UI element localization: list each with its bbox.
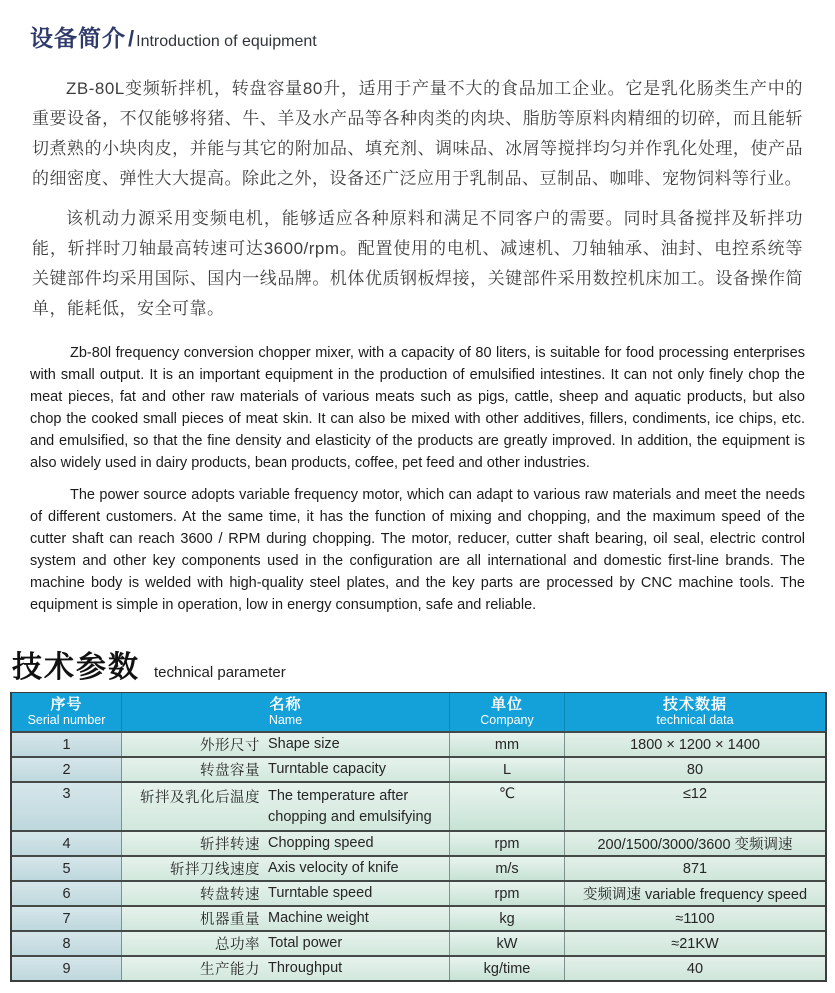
cell-technical-data: 200/1500/3000/3600 变频调速 — [565, 832, 825, 855]
table-row — [12, 731, 825, 756]
cell-serial-number: 1 — [12, 733, 122, 756]
table-row — [12, 756, 825, 781]
cell-name — [122, 832, 450, 855]
cell-unit: rpm — [450, 832, 565, 855]
cell-serial-number: 5 — [12, 857, 122, 880]
header-cell-data — [565, 693, 825, 731]
table-row — [12, 930, 825, 955]
intro-paragraph-cn-2: 该机动力源采用变频电机，能够适应各种原料和满足不同客户的需要。同时具备搅拌及斩拌功能，斩拌时刀轴最高转速可达3600/rpm。配置使用的电机、减速机、刀轴轴承、油封、电控系统等关键部件均采用国际、国内一线品牌。机体优质钢板焊接，关键部件采用数控机床加工。设备操作简单，能耗低，安全可靠。 — [32, 209, 803, 318]
header-data-en: technical data — [656, 713, 734, 727]
cell-unit: rpm — [450, 882, 565, 905]
cell-technical-data: 40 — [565, 957, 825, 980]
table-row — [12, 855, 825, 880]
table-header-row — [12, 693, 825, 731]
cell-name — [122, 932, 450, 955]
intro-paragraph-en-2: The power source adopts variable frequency motor, which can adapt to various raw materials and meet the needs of different customers. At the same time, it has the function of mixing and chopping, and the maximum speed of the cutter shaft can reach 3600 / RPM during chopping. The motor, reducer, cutter shaft bearing, oil seal, electric control system and other key components used in the configuration are all international and domestic first-line brands. The machine body is welded with high-quality steel plates, and the key parts are processed by CNC machine tools. The equipment is simple in operation, low in energy consumption, safe and reliable. — [30, 487, 805, 613]
document-title-cn: 设备简介 — [30, 25, 126, 51]
cell-name-en: The temperature after chopping and emulsifying — [268, 788, 432, 825]
header-serial-en: Serial number — [27, 713, 106, 727]
cell-name-cn: 转盘容量 — [200, 763, 260, 779]
cell-name — [122, 907, 450, 930]
cell-serial-number: 3 — [12, 783, 122, 830]
section-header — [12, 642, 835, 686]
cell-name — [122, 882, 450, 905]
cell-serial-number: 6 — [12, 882, 122, 905]
cell-name-en: Throughput — [268, 960, 343, 976]
intro-paragraph-cn-1: ZB-80L变频斩拌机，转盘容量80升，适用于产量不大的食品加工企业。它是乳化肠类生产中的重要设备，不仅能够将猪、牛、羊及水产品等各种肉类的肉块、脂肪等原料肉精细的切碎，而且能斩切煮熟的小块肉皮，并能与其它的附加品、填充剂、调味品、冰屑等搅拌均匀并作乳化处理，使产品的细密度、弹性大大提高。除此之外，设备还广泛应用于乳制品、豆制品、咖啡、宠物饲料等行业。 — [32, 79, 803, 188]
header-cell-name — [122, 693, 450, 731]
table-row — [12, 905, 825, 930]
cell-serial-number: 7 — [12, 907, 122, 930]
intro-paragraph-en-1: Zb-80l frequency conversion chopper mixer, with a capacity of 80 liters, is suitable for food processing enterprises with small output. It is an important equipment in the production of emulsified intestines. It can not only finely chop the meat pieces, fat and other raw materials of various meats such as pigs, cattle, sheep and aquatic products, but also chop the cooked small pieces of meat skin. It can also be mixed with other additives, fillers, condiments, ice chips, etc. and emulsified, so that the fine density and elasticity of the products are greatly improved. In addition, the equipment is also widely used in dairy products, bean products, coffee, pet feed and other industries. — [30, 345, 805, 471]
cell-unit: kg/time — [450, 957, 565, 980]
document-header — [30, 20, 805, 54]
table-row — [12, 955, 825, 980]
cell-name — [122, 758, 450, 781]
cell-name-cn: 转盘转速 — [200, 887, 260, 903]
cell-name-en: Turntable speed — [268, 885, 373, 901]
cell-unit: m/s — [450, 857, 565, 880]
cell-name-en: Chopping speed — [268, 835, 374, 851]
header-serial-cn: 序号 — [50, 696, 83, 713]
header-data-cn: 技术数据 — [662, 696, 727, 713]
document-title-en: Introduction of equipment — [136, 33, 317, 50]
cell-unit: kg — [450, 907, 565, 930]
title-separator: / — [128, 26, 135, 51]
cell-unit: kW — [450, 932, 565, 955]
header-name-en: Name — [268, 713, 303, 727]
header-cell-serial — [12, 693, 122, 731]
cell-serial-number: 9 — [12, 957, 122, 980]
cell-name — [122, 783, 450, 830]
cell-name-cn: 外形尺寸 — [200, 738, 260, 754]
table-body — [12, 731, 825, 980]
cell-technical-data: 80 — [565, 758, 825, 781]
cell-name — [122, 733, 450, 756]
cell-name-en: Axis velocity of knife — [268, 860, 399, 876]
header-cell-unit — [450, 693, 565, 731]
table-row — [12, 830, 825, 855]
cell-unit: mm — [450, 733, 565, 756]
cell-name-cn: 斩拌刀线速度 — [170, 862, 260, 878]
table-row — [12, 880, 825, 905]
cell-technical-data: 变频调速 variable frequency speed — [565, 882, 825, 905]
cell-name-cn: 斩拌及乳化后温度 — [140, 790, 260, 806]
cell-name — [122, 857, 450, 880]
section-title-cn: 技术参数 — [12, 651, 140, 684]
cell-name-en: Turntable capacity — [268, 761, 386, 777]
header-unit-en: Company — [480, 713, 534, 727]
cell-serial-number: 8 — [12, 932, 122, 955]
cell-unit: ℃ — [450, 783, 565, 830]
section-title-en: technical parameter — [154, 664, 286, 681]
cell-name-en: Machine weight — [268, 910, 369, 926]
cell-technical-data: ≈21KW — [565, 932, 825, 955]
cell-serial-number: 4 — [12, 832, 122, 855]
cell-name-cn: 总功率 — [215, 937, 260, 953]
cell-name — [122, 957, 450, 980]
table-row — [12, 781, 825, 830]
cell-name-cn: 斩拌转速 — [200, 837, 260, 853]
header-unit-cn: 单位 — [490, 696, 523, 713]
cell-serial-number: 2 — [12, 758, 122, 781]
cell-name-en: Shape size — [268, 736, 340, 752]
cell-unit: L — [450, 758, 565, 781]
cell-technical-data: 1800 × 1200 × 1400 — [565, 733, 825, 756]
technical-parameter-table — [10, 692, 827, 982]
cell-name-en: Total power — [268, 935, 343, 951]
header-name-cn: 名称 — [269, 696, 302, 713]
cell-name-cn: 生产能力 — [200, 962, 260, 978]
cell-technical-data: ≈1100 — [565, 907, 825, 930]
cell-technical-data: ≤12 — [565, 783, 825, 830]
cell-name-cn: 机器重量 — [200, 912, 260, 928]
cell-technical-data: 871 — [565, 857, 825, 880]
